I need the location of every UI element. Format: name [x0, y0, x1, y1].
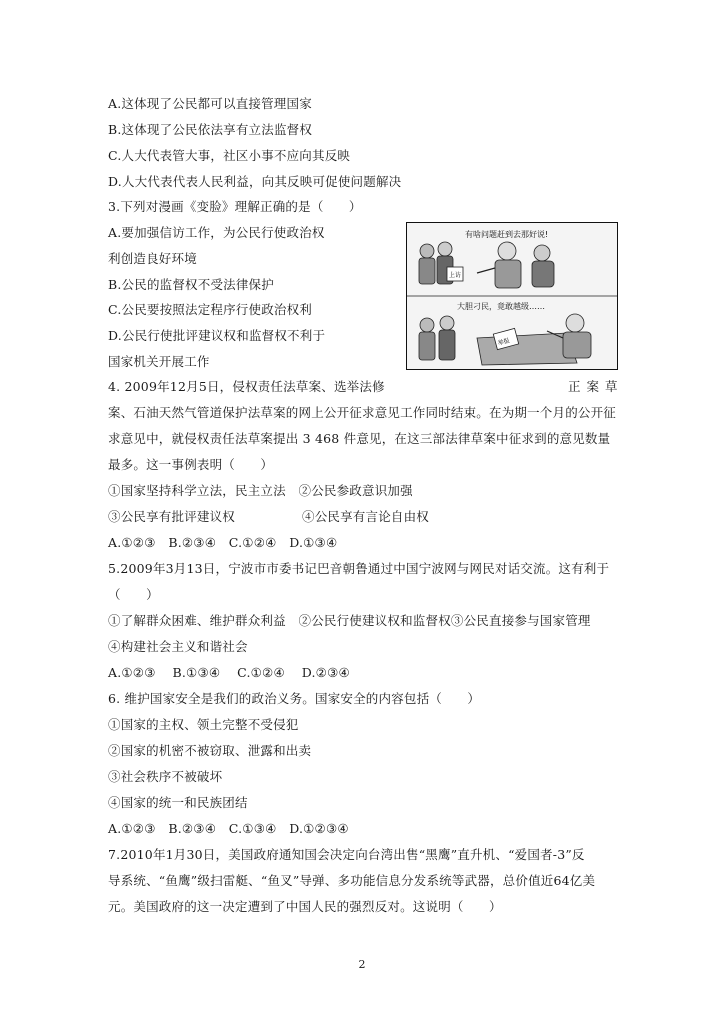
q6-option-4: ④国家的统一和民族团结	[108, 795, 248, 810]
page-number: 2	[358, 958, 366, 971]
comic-desk-label: 举报	[497, 337, 511, 348]
q4-line2: 案、石油天然气管道保护法草案的网上公开征求意见工作同时结束。在为期一个月的公开征	[108, 405, 617, 420]
q5-line1: 5.2009年3月13日，宁波市市委书记巴音朝鲁通过中国宁波网与网民对话交流。这有利于	[108, 561, 610, 576]
q5-answers: A.①②③ B.①③④ C.①②④ D.②③④	[108, 665, 350, 680]
q2-option-d: D.人大代表代表人民利益，向其反映可促使问题解决	[108, 174, 402, 189]
q2-option-c: C.人大代表管大事，社区小事不应向其反映	[108, 148, 351, 163]
q3-option-c: C.公民要按照法定程序行使政治权利	[108, 302, 312, 317]
q6-option-3: ③社会秩序不被破坏	[108, 769, 223, 784]
q3-option-b: B.公民的监督权不受法律保护	[108, 277, 274, 292]
q4-line3: 求意见中，就侵权责任法草案提出 3 468 件意见，在这三部法律草案中征求到的意见数量	[108, 431, 611, 446]
q3-option-a-line2: 利创造良好环境	[108, 251, 197, 266]
q3-option-a-line1: A.要加强信访工作，为公民行使政治权	[108, 225, 325, 240]
q3-option-d-line2: 国家机关开展工作	[108, 354, 210, 369]
q7-line3: 元。美国政府的这一决定遭到了中国人民的强烈反对。这说明（ ）	[108, 899, 502, 914]
q6-option-1: ①国家的主权、领土完整不受侵犯	[108, 717, 299, 732]
q4-line1-left: 4. 2009年12月5日，侵权责任法草案、选举法修	[108, 379, 385, 394]
comic-caption-top: 有啥问题赶到去那好说!	[465, 230, 549, 239]
q2-option-b: B.这体现了公民依法享有立法监督权	[108, 122, 313, 137]
q3-option-d-line1: D.公民行使批评建议权和监督权不利于	[108, 328, 326, 343]
q5-line2: （ ）	[108, 587, 159, 602]
comic-bianlian-image	[406, 222, 618, 370]
q4-options-line2b: ④公民享有言论自由权	[302, 509, 430, 524]
q4-answers: A.①②③ B.②③④ C.①②④ D.①③④	[108, 535, 338, 550]
q5-options-line2: ④构建社会主义和谐社会	[108, 639, 248, 654]
q4-line1-right: 正案草	[568, 379, 624, 394]
q6-option-2: ②国家的机密不被窃取、泄露和出卖	[108, 743, 312, 758]
q4-options-line1: ①国家坚持科学立法，民主立法 ②公民参政意识加强	[108, 483, 413, 498]
q4-line4: 最多。这一事例表明（ ）	[108, 457, 274, 472]
comic-paper-label: 上访	[449, 272, 462, 279]
q4-options-line2a: ③公民享有批评建议权	[108, 509, 236, 524]
q7-line1: 7.2010年1月30日，美国政府通知国会决定向台湾出售“黑鹰”直升机、“爱国者-3”反	[108, 847, 585, 862]
q3-stem: 3.下列对漫画《变脸》理解正确的是（ ）	[108, 199, 362, 214]
q7-line2: 导系统、“鱼鹰”级扫雷艇、“鱼叉”导弹、多功能信息分发系统等武器，总价值近64亿美	[108, 873, 596, 888]
comic-caption-bottom: 大胆刁民，竟敢越级……	[457, 302, 545, 311]
q6-stem: 6. 维护国家安全是我们的政治义务。国家安全的内容包括（ ）	[108, 691, 481, 706]
q2-option-a: A.这体现了公民都可以直接管理国家	[108, 96, 312, 111]
q6-answers: A.①②③ B.②③④ C.①③④ D.①②③④	[108, 821, 349, 836]
q5-options-line1: ①了解群众困难、维护群众利益 ②公民行使建议权和监督权③公民直接参与国家管理	[108, 613, 591, 628]
